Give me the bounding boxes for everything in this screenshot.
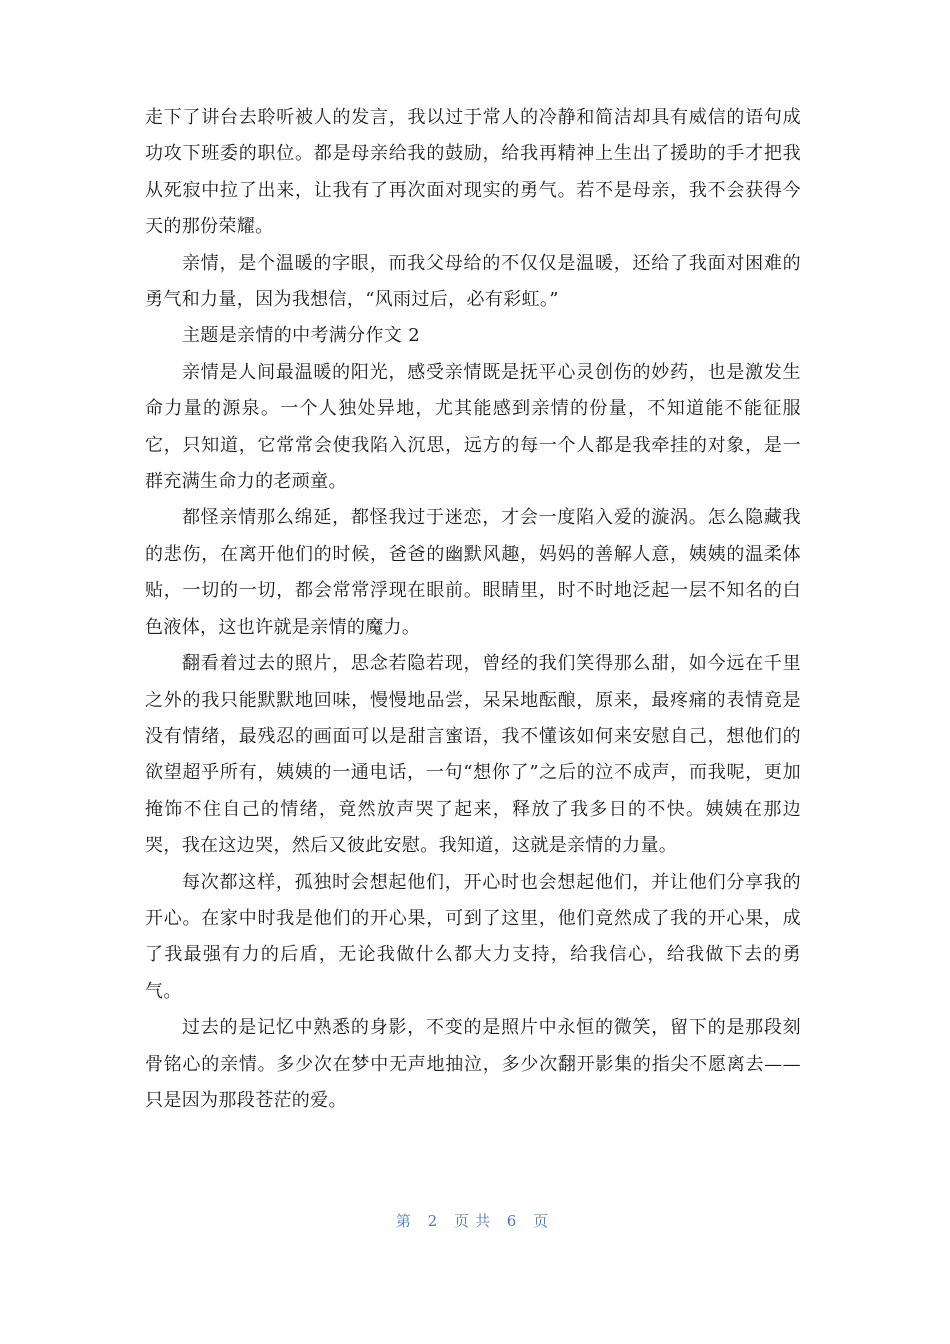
paragraph-4: 都怪亲情那么绵延，都怪我过于迷恋，才会一度陷入爱的漩涡。怎么隐藏我的悲伤，在离开他们的时候，爸爸的幽默风趣，妈妈的善解人意，姨姨的温柔体贴，一切的一切，都会常常浮现在眼前。眼睛里，时不时地泛起一层不知名的白色液体，这也许就是亲情的魔力。 (145, 507, 801, 638)
paragraph-1: 走下了讲台去聆听被人的发言，我以过于常人的冷静和简洁却具有威信的语句成功攻下班委的职位。都是母亲给我的鼓励，给我再精神上生出了援助的手才把我从死寂中拉了出来，让我有了再次面对现实的勇气。若不是母亲，我不会获得今天的那份荣耀。 (145, 107, 801, 238)
paragraph-3: 亲情是人间最温暖的阳光，感受亲情既是抚平心灵创伤的妙药，也是激发生命力量的源泉。一个人独处异地，尤其能感到亲情的份量，不知道能不能征服它，只知道，它常常会使我陷入沉思，远方的每一个人都是我牵挂的对象，是一群充满生命力的老顽童。 (145, 361, 801, 493)
document-body (145, 100, 801, 1119)
paragraph-7: 过去的是记忆中熟悉的身影，不变的是照片中永恒的微笑，留下的是那段刻骨铭心的亲情。多少次在梦中无声地抽泣，多少次翻开影集的指尖不愿离去——只是因为那段苍茫的爱。 (145, 1017, 801, 1111)
section-heading: 主题是亲情的中考满分作文 2 (182, 325, 421, 347)
page-number-footer: 第 2 页共 6 页 (395, 1212, 555, 1230)
paragraph-2: 亲情，是个温暖的字眼，而我父母给的不仅仅是温暖，还给了我面对困难的勇气和力量，因为我想信，“风雨过后，必有彩虹。” (145, 252, 801, 311)
paragraph-5: 翻看着过去的照片，思念若隐若现，曾经的我们笑得那么甜，如今远在千里之外的我只能默默地回味，慢慢地品尝，呆呆地酝酿，原来，最疼痛的表情竟是没有情绪，最残忍的画面可以是甜言蜜语，我不懂该如何来安慰自己，想他们的欲望超乎所有，姨姨的一通电话，一句“想你了”之后的泣不成声，而我呢，更加掩饰不住自己的情绪，竟然放声哭了起来，释放了我多日的不快。姨姨在那边哭，我在这边哭，然后又彼此安慰。我知道，这就是亲情的力量。 (145, 653, 801, 857)
paragraph-6: 每次都这样，孤独时会想起他们，开心时也会想起他们，并让他们分享我的开心。在家中时我是他们的开心果，可到了这里，他们竟然成了我的开心果，成了我最强有力的后盾，无论我做什么都大力支持，给我信心，给我做下去的勇气。 (145, 871, 801, 1002)
